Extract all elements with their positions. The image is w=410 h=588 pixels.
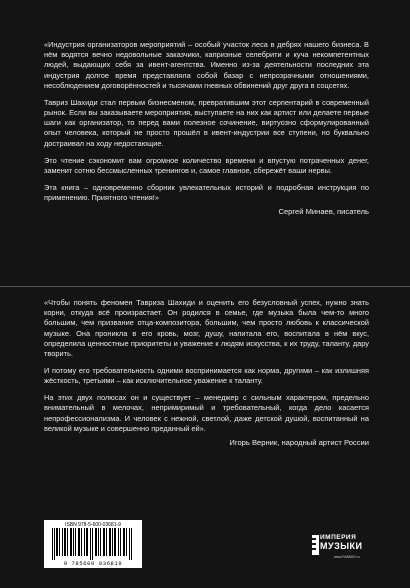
signature-vernik: Игорь Верник, народный артист России: [229, 438, 369, 448]
logo-website: www.FABMIO.ru: [334, 555, 360, 559]
quote-paragraph: И потому его требовательность одними воспринимается как норма, другими – как излишняя жёсткость, третьими – как исключительное уважение к таланту.: [44, 366, 369, 386]
isbn-barcode: [44, 520, 142, 568]
quote-minaev: [44, 40, 369, 217]
signature-minaev: Сергей Минаев, писатель: [278, 207, 369, 217]
publisher-logo: [312, 533, 372, 565]
quote-paragraph: Это чтение сэкономит вам огромное количество времени и впустую потраченных денег, заменит сотню бессмысленных тренингов и, самое главное, сбережёт ваши нервы.: [44, 155, 369, 175]
quote-paragraph: Тавриз Шахиди стал первым бизнесменом, превратившим этот серпентарий в современный рынок. Если вы заказываете мероприятия, выступаете на них как артист или делаете первые шаги как организатор, то перед вами полезное сочинение, виртуозно сформулированный опыт человека, который не просто прошёл в ивент-индустрии все ступени, но буквально достраивал на ходу недостающие.: [44, 97, 369, 148]
barcode-digits: 9 785600 036819: [63, 560, 123, 567]
quote-paragraph: Эта книга – одновременно сборник увлекательных историй и подробная инструкция по применению. Приятного чтения!»: [44, 182, 369, 203]
quote-vernik: [44, 298, 369, 448]
logo-word-1: ИМПЕРИЯ: [320, 534, 357, 541]
barcode-icon: [52, 528, 134, 560]
quote-paragraph: «Чтобы понять феномен Тавриза Шахиди и оценить его безусловный успех, нужно знать корни, откуда всё произрастает. Он родился в семье, где музыка была чем-то много большим, чем призвание отца-композитора, большим, чем просто любовь к классической музыке. Она проникла в его кровь, мозг, душу, напитала его, воспитала в нём вкус, определила ценностные приоритеты и уважение к людям искусства, к их труду, таланту, дару творить.: [44, 298, 369, 359]
quote-paragraph: На этих двух полюсах он и существует – менеджер с сильным характером, предельно внимательный в мелочах, непримиримый и требовательный, когда дело касается непрофессионализма. И человек с нежной, светлой, даже детской душой, воспитанный на великой музыке и совершенно преданный ей».: [44, 393, 369, 433]
isbn-label: ISBN 978-5-600-03681-9: [65, 522, 121, 528]
section-divider: [0, 286, 410, 287]
quote-paragraph: «Индустрия организаторов мероприятий – особый участок леса в дебрях нашего бизнеса. В нём водятся вечно недовольные заказчики, капризные селебрити и куча некомпетентных людей, выдающих себя за ивент-агентства. Именно из-за деятельности последних эта индустрия долгое время представляла собой базар с непрозрачными отношениями, несоблюдением договорённостей и тысячами гневных обвинений друг друга в соцсетях.: [44, 40, 369, 90]
logo-word-2: МУЗЫКИ: [320, 541, 363, 551]
